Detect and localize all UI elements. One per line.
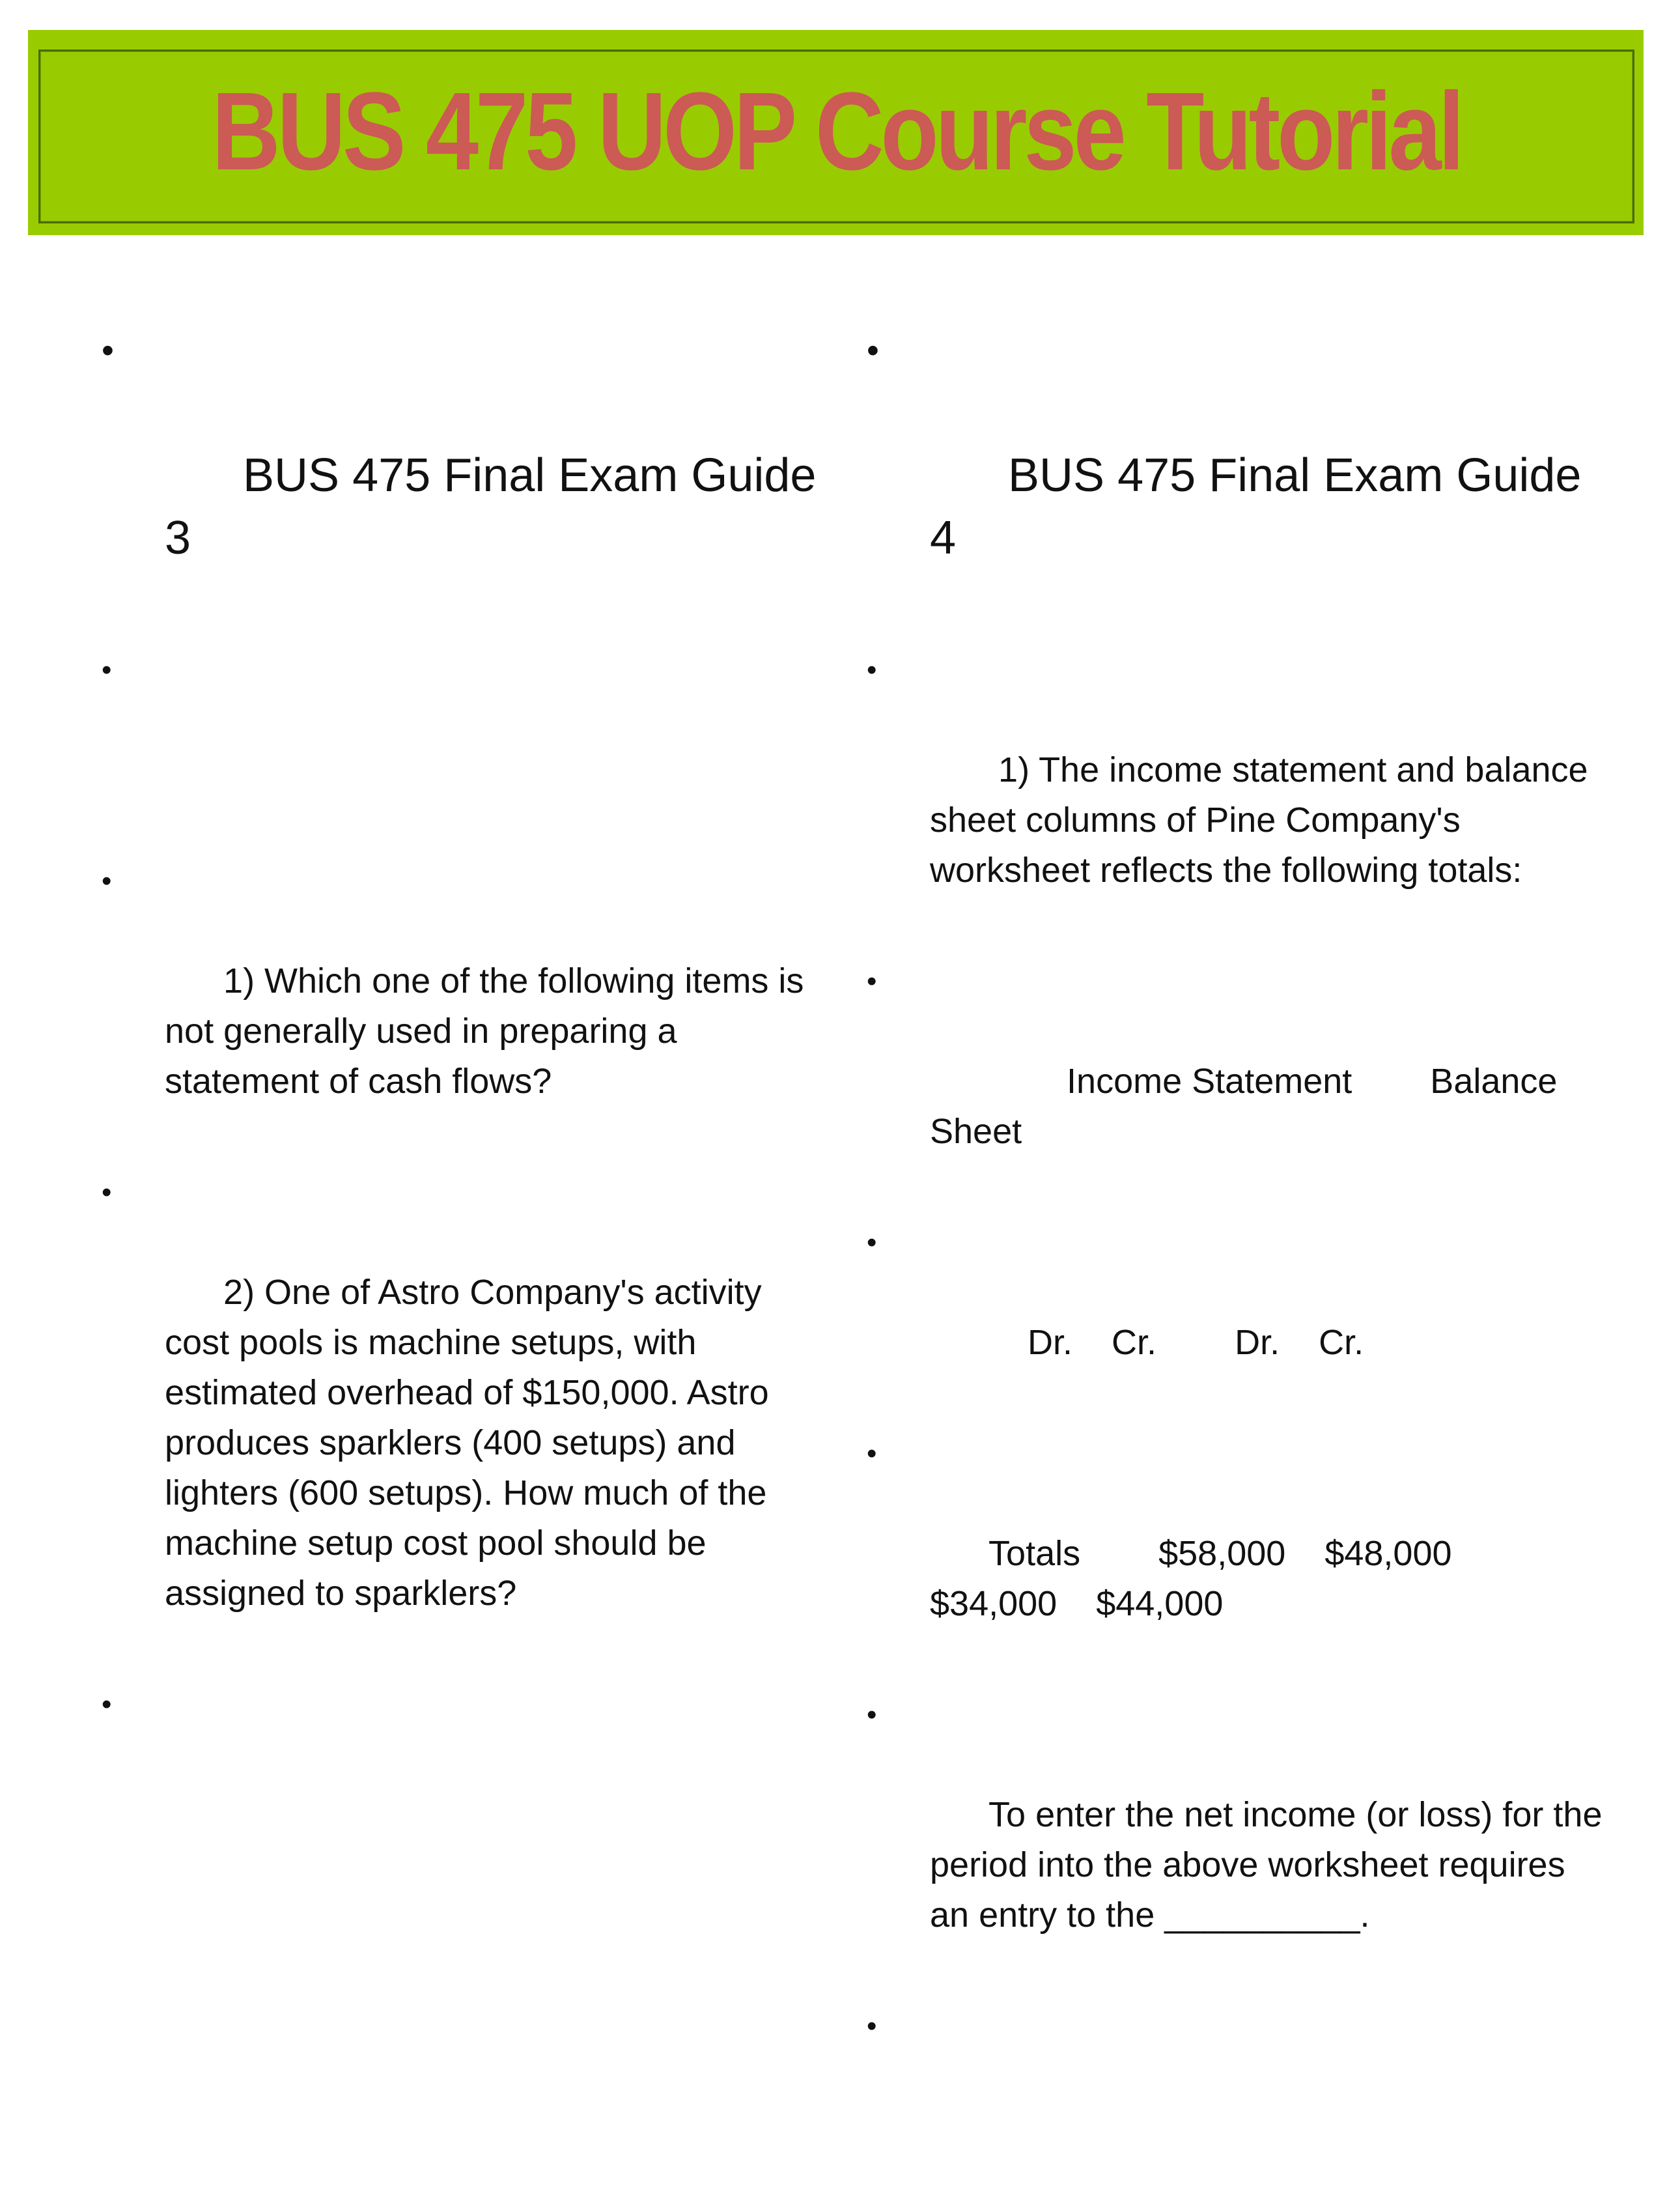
list-item-text: 1) The income statement and balance sheet columns of Pine Company's worksheet reflects the following totals:	[930, 750, 1598, 890]
page-title: BUS 475 UOP Course Tutorial	[212, 69, 1461, 193]
list-item	[863, 645, 1605, 946]
bullet-icon: •	[867, 1227, 877, 1258]
list-item	[98, 1167, 834, 1669]
left-heading-item	[98, 319, 834, 632]
title-banner	[28, 30, 1644, 235]
bullet-icon: •	[867, 654, 877, 686]
title-banner-frame	[38, 50, 1634, 223]
list-item-text: Totals $58,000 $48,000 $34,000 $44,000	[930, 1534, 1491, 1623]
left-column	[98, 319, 834, 1890]
right-heading-item	[863, 319, 1605, 632]
left-heading: BUS 475 Final Exam Guide 3	[165, 449, 830, 564]
list-item-text: 1) Which one of the following items is not generally used in preparing a statement of cash flows?	[165, 961, 814, 1101]
list-item-text: Income Statement Balance Sheet	[930, 1062, 1567, 1151]
list-item-text: Dr. Cr. Dr. Cr.	[988, 1323, 1364, 1362]
right-heading: BUS 475 Final Exam Guide 4	[930, 449, 1595, 564]
bullet-icon: •	[867, 331, 879, 370]
bullet-icon: •	[867, 2010, 877, 2042]
bullet-icon: •	[102, 654, 112, 686]
right-column	[863, 319, 1612, 2212]
list-item	[863, 1690, 1612, 1991]
bullet-icon: •	[867, 965, 877, 997]
list-item	[863, 1217, 1605, 1418]
bullet-icon: •	[102, 1176, 112, 1208]
bullet-icon: •	[867, 1438, 877, 1469]
left-bullet-list	[98, 319, 834, 1880]
list-item	[98, 1679, 834, 1880]
bullet-icon: •	[102, 865, 112, 897]
list-item	[98, 856, 834, 1157]
bullet-icon: •	[102, 1688, 112, 1720]
list-item-text: 2) One of Astro Company's activity cost pools is machine setups, with estimated overhead of $150,000. Astro produces sparklers (400 setups) and lighters (600 setups). How much of the machine setup cost pool should be assigned to sparklers?	[165, 1273, 779, 1613]
list-item	[863, 2001, 1605, 2202]
bullet-icon: •	[867, 1699, 877, 1731]
list-item	[863, 1428, 1605, 1679]
right-bullet-list	[863, 319, 1612, 2202]
bullet-icon: •	[102, 331, 114, 370]
list-item	[98, 645, 834, 845]
list-item-text: To enter the net income (or loss) for the period into the above worksheet requires an entry to the __________.	[930, 1795, 1612, 1935]
list-item	[863, 956, 1605, 1207]
